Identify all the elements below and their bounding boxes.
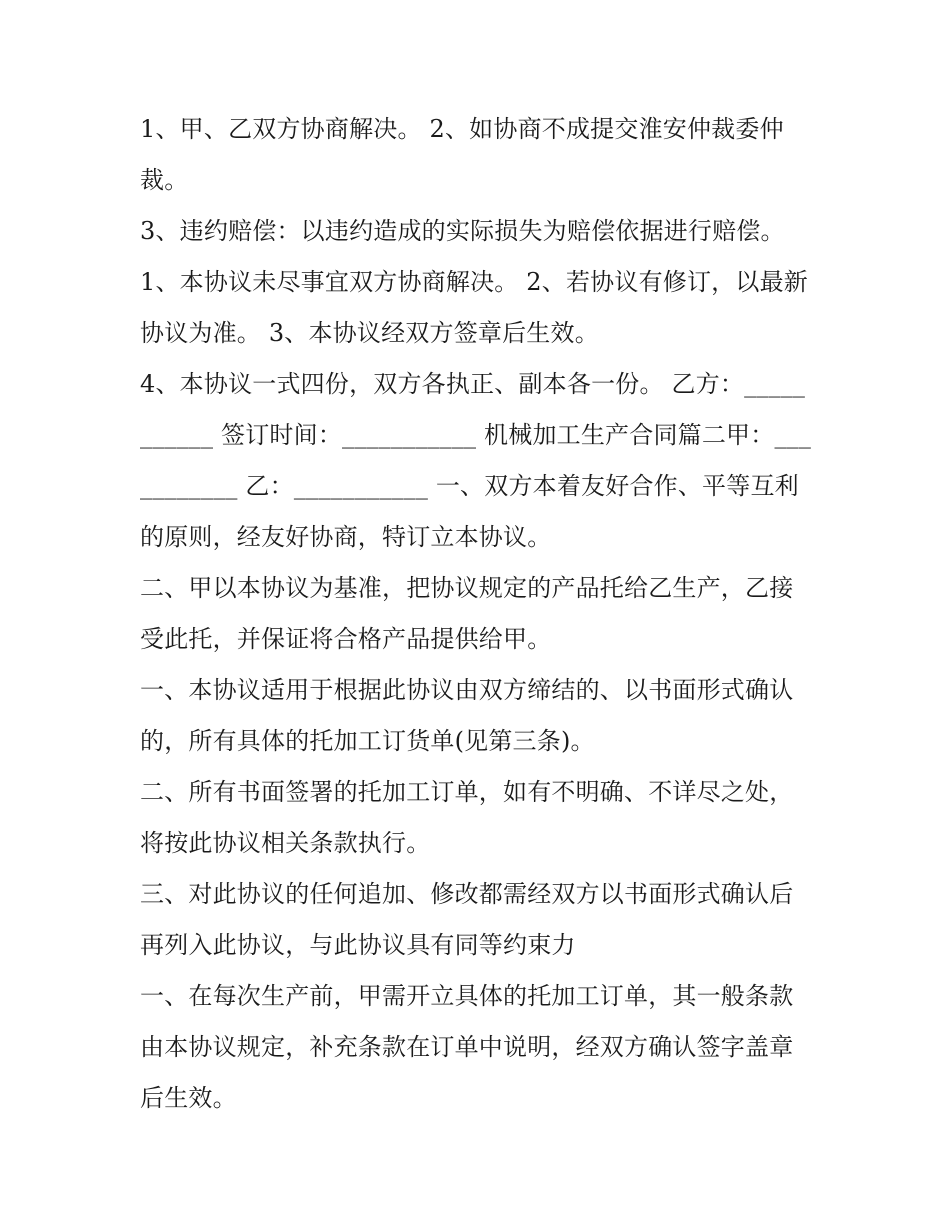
paragraph-entrustment: 二、甲以本协议为基准，把协议规定的产品托给乙生产，乙接受此托，并保证将合格产品提供给甲。 bbox=[140, 574, 794, 653]
paragraph-written-orders: 二、所有书面签署的托加工订单，如有不明确、不详尽之处，将按此协议相关条款执行。 bbox=[140, 778, 794, 857]
paragraph-copies-and-signature: 4、本协议一式四份，双方各执正、副本各一份。 乙方：___________ 签订时间：___________ 机械加工生产合同篇二甲：___________ 乙：___________ 一、双方本着友好合作、平等互利的原则，经友好协商，特订立本协议。 bbox=[140, 370, 812, 551]
document-body bbox=[140, 104, 812, 1124]
paragraph-supplementary-terms: 1、本协议未尽事宜双方协商解决。 2、若协议有修订，以最新协议为准。 3、本协议经双方签章后生效。 bbox=[140, 268, 808, 347]
paragraph-breach-compensation: 3、违约赔偿：以违约造成的实际损失为赔偿依据进行赔偿。 bbox=[140, 217, 785, 245]
paragraph-dispute-resolution: 1、甲、乙双方协商解决。 2、如协商不成提交淮安仲裁委仲裁。 bbox=[140, 115, 784, 194]
paragraph-production-orders: 一、在每次生产前，甲需开立具体的托加工订单，其一般条款由本协议规定，补充条款在订单中说明，经双方确认签字盖章后生效。 bbox=[140, 982, 794, 1112]
paragraph-amendments: 三、对此协议的任何追加、修改都需经双方以书面形式确认后再列入此协议，与此协议具有同等约束力 bbox=[140, 880, 794, 959]
paragraph-scope: 一、本协议适用于根据此协议由双方缔结的、以书面形式确认的，所有具体的托加工订货单(见第三条)。 bbox=[140, 676, 794, 755]
